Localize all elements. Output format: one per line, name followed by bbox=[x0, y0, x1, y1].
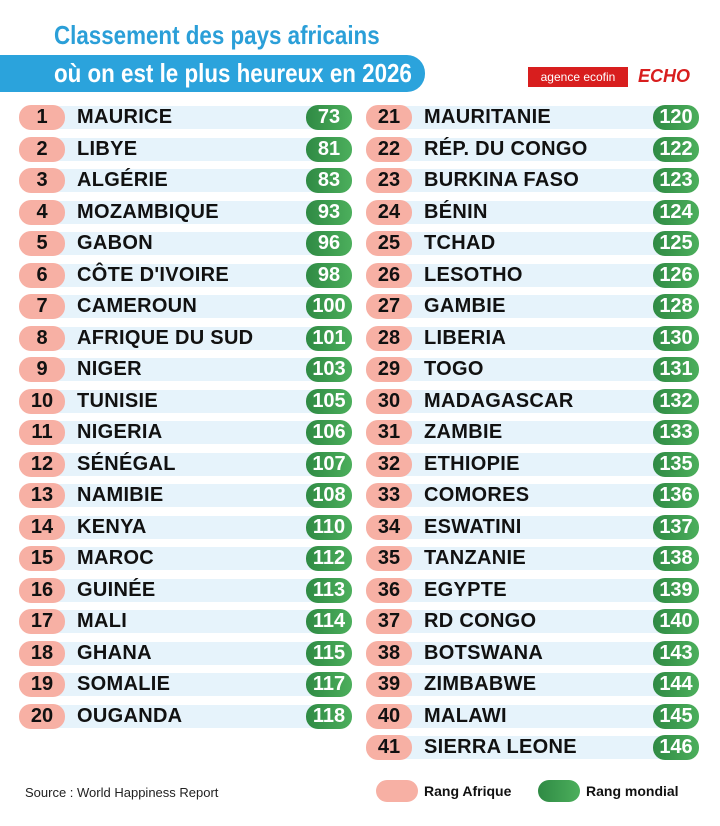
world-rank-badge: 100 bbox=[306, 294, 352, 319]
ranking-row bbox=[19, 420, 352, 445]
africa-rank-badge: 17 bbox=[19, 609, 65, 634]
ranking-row bbox=[19, 168, 352, 193]
country-name: MADAGASCAR bbox=[424, 389, 574, 412]
world-rank-badge: 115 bbox=[306, 641, 352, 666]
africa-rank-badge: 30 bbox=[366, 389, 412, 414]
country-name: CAMEROUN bbox=[77, 295, 198, 317]
world-rank-badge: 107 bbox=[306, 452, 352, 477]
world-rank-badge: 73 bbox=[306, 105, 352, 130]
world-rank-badge: 108 bbox=[306, 483, 352, 508]
country-name: TANZANIE bbox=[424, 547, 527, 569]
world-rank-badge: 117 bbox=[306, 672, 352, 697]
world-rank-badge: 139 bbox=[653, 578, 699, 603]
world-rank-badge: 126 bbox=[653, 263, 699, 288]
ranking-row bbox=[19, 326, 352, 351]
row-background bbox=[366, 547, 699, 570]
africa-rank-badge: 40 bbox=[366, 704, 412, 729]
row-background bbox=[19, 232, 352, 255]
ranking-row bbox=[19, 105, 352, 130]
africa-rank-badge: 20 bbox=[19, 704, 65, 729]
legend-world-swatch bbox=[538, 780, 580, 802]
country-name: ETHIOPIE bbox=[424, 452, 520, 475]
world-rank-badge: 96 bbox=[306, 231, 352, 256]
ranking-row bbox=[19, 578, 352, 603]
ranking-row bbox=[19, 389, 352, 414]
world-rank-badge: 114 bbox=[306, 609, 352, 634]
africa-rank-badge: 3 bbox=[19, 168, 65, 193]
africa-rank-badge: 25 bbox=[366, 231, 412, 256]
world-rank-badge: 110 bbox=[306, 515, 352, 540]
row-background bbox=[19, 642, 352, 665]
row-background bbox=[19, 516, 352, 539]
ranking-row bbox=[366, 515, 699, 540]
africa-rank-badge: 37 bbox=[366, 609, 412, 634]
country-name: ALGÉRIE bbox=[77, 169, 168, 191]
ranking-row bbox=[19, 200, 352, 225]
ranking-row bbox=[366, 137, 699, 162]
ranking-row bbox=[366, 452, 699, 477]
world-rank-badge: 140 bbox=[653, 609, 699, 634]
row-background bbox=[19, 705, 352, 728]
africa-rank-badge: 4 bbox=[19, 200, 65, 225]
ranking-row bbox=[366, 609, 699, 634]
country-name: ESWATINI bbox=[424, 515, 522, 538]
ranking-row bbox=[366, 641, 699, 666]
world-rank-badge: 143 bbox=[653, 641, 699, 666]
world-rank-badge: 103 bbox=[306, 357, 352, 382]
ranking-row bbox=[19, 641, 352, 666]
row-background bbox=[366, 264, 699, 287]
legend-africa-label: Rang Afrique bbox=[424, 783, 512, 799]
ranking-row bbox=[366, 483, 699, 508]
row-background bbox=[366, 453, 699, 476]
country-name: AFRIQUE DU SUD bbox=[77, 326, 254, 349]
world-rank-badge: 131 bbox=[653, 357, 699, 382]
country-name: KENYA bbox=[77, 515, 147, 538]
ranking-row bbox=[366, 672, 699, 697]
country-name: NAMIBIE bbox=[77, 484, 164, 506]
country-name: CÔTE D'IVOIRE bbox=[77, 263, 230, 286]
world-rank-badge: 120 bbox=[653, 105, 699, 130]
country-name: ZIMBABWE bbox=[424, 673, 537, 695]
row-background bbox=[366, 232, 699, 255]
country-name: LESOTHO bbox=[424, 263, 523, 286]
ranking-row bbox=[366, 578, 699, 603]
ranking-row bbox=[19, 357, 352, 382]
ranking-row bbox=[366, 389, 699, 414]
country-name: GAMBIE bbox=[424, 295, 506, 317]
world-rank-badge: 118 bbox=[306, 704, 352, 729]
ranking-row bbox=[19, 515, 352, 540]
ranking-row bbox=[366, 420, 699, 445]
africa-rank-badge: 2 bbox=[19, 137, 65, 162]
world-rank-badge: 124 bbox=[653, 200, 699, 225]
world-rank-badge: 136 bbox=[653, 483, 699, 508]
row-background bbox=[19, 579, 352, 602]
page-title-line1: Classement des pays africains bbox=[54, 20, 380, 50]
row-background bbox=[366, 358, 699, 381]
world-rank-badge: 128 bbox=[653, 294, 699, 319]
ranking-row bbox=[366, 704, 699, 729]
source-note: Source : World Happiness Report bbox=[25, 785, 219, 800]
ranking-row bbox=[366, 546, 699, 571]
country-name: RD CONGO bbox=[424, 610, 537, 632]
row-background bbox=[19, 390, 352, 413]
row-background bbox=[19, 358, 352, 381]
africa-rank-badge: 1 bbox=[19, 105, 65, 130]
row-background bbox=[366, 516, 699, 539]
country-name: SOMALIE bbox=[77, 673, 171, 695]
africa-rank-badge: 38 bbox=[366, 641, 412, 666]
africa-rank-badge: 13 bbox=[19, 483, 65, 508]
world-rank-badge: 93 bbox=[306, 200, 352, 225]
africa-rank-badge: 16 bbox=[19, 578, 65, 603]
country-name: GUINÉE bbox=[77, 578, 156, 601]
ranking-row bbox=[19, 672, 352, 697]
world-rank-badge: 106 bbox=[306, 420, 352, 445]
row-background bbox=[19, 106, 352, 129]
africa-rank-badge: 5 bbox=[19, 231, 65, 256]
row-background bbox=[19, 484, 352, 507]
world-rank-badge: 138 bbox=[653, 546, 699, 571]
africa-rank-badge: 11 bbox=[19, 420, 65, 445]
world-rank-badge: 137 bbox=[653, 515, 699, 540]
country-name: EGYPTE bbox=[424, 578, 507, 601]
country-name: TCHAD bbox=[424, 232, 496, 254]
africa-rank-badge: 26 bbox=[366, 263, 412, 288]
country-name: NIGER bbox=[77, 358, 142, 380]
row-background bbox=[366, 327, 699, 350]
agence-ecofin-logo: agence ecofin bbox=[528, 67, 628, 87]
echo-logo: ECHO bbox=[637, 66, 690, 86]
ranking-row bbox=[19, 704, 352, 729]
world-rank-badge: 145 bbox=[653, 704, 699, 729]
country-name: MALI bbox=[77, 610, 128, 632]
ranking-row bbox=[366, 735, 699, 760]
row-background bbox=[366, 484, 699, 507]
ranking-row bbox=[19, 483, 352, 508]
world-rank-badge: 125 bbox=[653, 231, 699, 256]
ranking-row bbox=[19, 609, 352, 634]
africa-rank-badge: 41 bbox=[366, 735, 412, 760]
country-name: MAURITANIE bbox=[424, 106, 552, 128]
africa-rank-badge: 22 bbox=[366, 137, 412, 162]
africa-rank-badge: 24 bbox=[366, 200, 412, 225]
africa-rank-badge: 7 bbox=[19, 294, 65, 319]
country-name: GABON bbox=[77, 232, 153, 254]
world-rank-badge: 130 bbox=[653, 326, 699, 351]
world-rank-badge: 98 bbox=[306, 263, 352, 288]
title-band bbox=[0, 55, 425, 92]
country-name: BURKINA FASO bbox=[424, 169, 580, 191]
country-name: SÉNÉGAL bbox=[77, 452, 176, 475]
country-name: SIERRA LEONE bbox=[424, 736, 577, 758]
world-rank-badge: 122 bbox=[653, 137, 699, 162]
country-name: MOZAMBIQUE bbox=[77, 200, 219, 223]
country-name: OUGANDA bbox=[77, 704, 183, 727]
africa-rank-badge: 29 bbox=[366, 357, 412, 382]
ranking-row bbox=[19, 263, 352, 288]
row-background bbox=[19, 547, 352, 570]
page-title-line2: où on est le plus heureux en 2026 bbox=[54, 58, 412, 88]
world-rank-badge: 123 bbox=[653, 168, 699, 193]
world-rank-badge: 105 bbox=[306, 389, 352, 414]
africa-rank-badge: 15 bbox=[19, 546, 65, 571]
world-rank-badge: 101 bbox=[306, 326, 352, 351]
africa-rank-badge: 34 bbox=[366, 515, 412, 540]
row-background bbox=[19, 421, 352, 444]
world-rank-badge: 146 bbox=[653, 735, 699, 760]
country-name: RÉP. DU CONGO bbox=[424, 137, 588, 160]
country-name: LIBYE bbox=[77, 137, 138, 160]
africa-rank-badge: 12 bbox=[19, 452, 65, 477]
row-background bbox=[366, 201, 699, 224]
world-rank-badge: 144 bbox=[653, 672, 699, 697]
country-name: MAROC bbox=[77, 547, 155, 569]
world-rank-badge: 112 bbox=[306, 546, 352, 571]
ranking-row bbox=[366, 105, 699, 130]
africa-rank-badge: 8 bbox=[19, 326, 65, 351]
ranking-row bbox=[366, 294, 699, 319]
ranking-row bbox=[366, 168, 699, 193]
row-background bbox=[366, 579, 699, 602]
ranking-row bbox=[366, 357, 699, 382]
africa-rank-badge: 19 bbox=[19, 672, 65, 697]
africa-rank-badge: 39 bbox=[366, 672, 412, 697]
row-background bbox=[19, 610, 352, 633]
africa-rank-badge: 18 bbox=[19, 641, 65, 666]
country-name: TOGO bbox=[424, 358, 484, 380]
africa-rank-badge: 28 bbox=[366, 326, 412, 351]
ranking-row bbox=[19, 452, 352, 477]
row-background bbox=[366, 421, 699, 444]
africa-rank-badge: 9 bbox=[19, 357, 65, 382]
row-background bbox=[19, 673, 352, 696]
world-rank-badge: 135 bbox=[653, 452, 699, 477]
ranking-row bbox=[366, 326, 699, 351]
ranking-row bbox=[19, 546, 352, 571]
ranking-row bbox=[366, 231, 699, 256]
africa-rank-badge: 23 bbox=[366, 168, 412, 193]
country-name: BÉNIN bbox=[424, 200, 488, 223]
legend-world-label: Rang mondial bbox=[586, 783, 679, 799]
world-rank-badge: 132 bbox=[653, 389, 699, 414]
africa-rank-badge: 10 bbox=[19, 389, 65, 414]
africa-rank-badge: 14 bbox=[19, 515, 65, 540]
row-background bbox=[366, 295, 699, 318]
country-name: BOTSWANA bbox=[424, 641, 544, 664]
row-background bbox=[19, 453, 352, 476]
country-name: GHANA bbox=[77, 641, 152, 664]
row-background bbox=[19, 138, 352, 161]
world-rank-badge: 81 bbox=[306, 137, 352, 162]
africa-rank-badge: 6 bbox=[19, 263, 65, 288]
country-name: TUNISIE bbox=[77, 389, 158, 412]
ranking-row bbox=[366, 200, 699, 225]
world-rank-badge: 83 bbox=[306, 168, 352, 193]
world-rank-badge: 133 bbox=[653, 420, 699, 445]
africa-rank-badge: 36 bbox=[366, 578, 412, 603]
ranking-row bbox=[366, 263, 699, 288]
world-rank-badge: 113 bbox=[306, 578, 352, 603]
africa-rank-badge: 27 bbox=[366, 294, 412, 319]
legend-africa-swatch bbox=[376, 780, 418, 802]
africa-rank-badge: 21 bbox=[366, 105, 412, 130]
country-name: MALAWI bbox=[424, 704, 507, 727]
africa-rank-badge: 33 bbox=[366, 483, 412, 508]
country-name: LIBERIA bbox=[424, 326, 507, 349]
row-background bbox=[366, 705, 699, 728]
row-background bbox=[19, 169, 352, 192]
africa-rank-badge: 35 bbox=[366, 546, 412, 571]
country-name: NIGERIA bbox=[77, 421, 163, 443]
ranking-row bbox=[19, 294, 352, 319]
country-name: MAURICE bbox=[77, 106, 173, 128]
ranking-row bbox=[19, 231, 352, 256]
ranking-row bbox=[19, 137, 352, 162]
africa-rank-badge: 31 bbox=[366, 420, 412, 445]
country-name: ZAMBIE bbox=[424, 421, 503, 443]
africa-rank-badge: 32 bbox=[366, 452, 412, 477]
country-name: COMORES bbox=[424, 484, 530, 506]
